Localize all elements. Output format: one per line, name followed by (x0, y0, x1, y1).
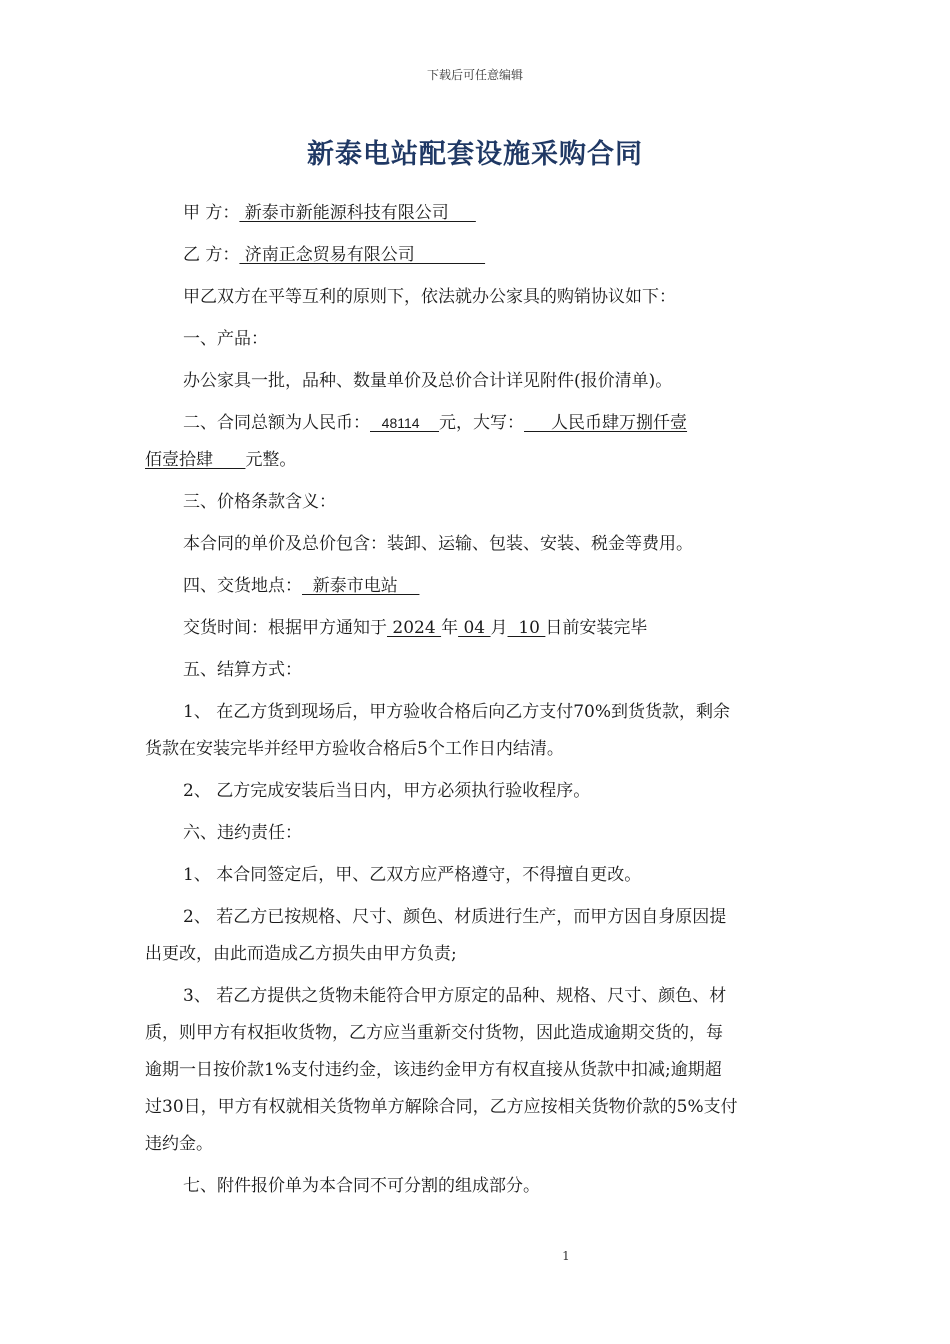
contract-amount: 48114 (370, 415, 440, 431)
party-b-value: 济南正念贸易有限公司 (239, 245, 486, 265)
party-a-line (145, 203, 843, 223)
section-6-item-3-line-2: 质，则甲方有权拒收货物，乙方应当重新交付货物，因此造成逾期交货的，每 (145, 1023, 723, 1043)
section-4-label: 四、交货地点： (183, 576, 302, 596)
section-2-mid: 元，大写： (439, 413, 525, 433)
party-b-label: 乙 方： (183, 245, 240, 265)
section-6-item-3-line-3: 逾期一日按价款1%支付违约金，该违约金甲方有权直接从货款中扣减;逾期超 (145, 1060, 722, 1080)
section-3-title: 三、价格条款含义： (183, 492, 336, 512)
delivery-month: 04 (458, 618, 491, 638)
delivery-year: 2024 (387, 618, 442, 638)
section-5-item-1-line-1: 1、 在乙方货到现场后，甲方验收合格后向乙方支付70%到货货款，剩余 (183, 702, 731, 722)
delivery-suffix: 日前安装完毕 (545, 618, 648, 638)
page-number: 1 (562, 1249, 570, 1263)
section-7: 七、附件报价单为本合同不可分割的组成部分。 (183, 1176, 540, 1196)
document-title: 新泰电站配套设施采购合同 (307, 139, 643, 170)
section-5-title: 五、结算方式： (183, 660, 302, 680)
section-5-item-1-line-2: 货款在安装完毕并经甲方验收合格后5个工作日内结清。 (145, 739, 564, 759)
delivery-month-label: 月 (490, 618, 508, 638)
section-6-item-3-line-4: 过30日，甲方有权就相关货物单方解除合同，乙方应按相关货物价款的5%支付 (145, 1097, 738, 1117)
section-2-suffix: 元整。 (245, 450, 297, 470)
amount-upper-1: 人民币肆万捌仟壹 (524, 413, 688, 433)
party-b-line (145, 245, 843, 265)
section-3-body: 本合同的单价及总价包含：装卸、运输、包装、安装、税金等费用。 (183, 534, 693, 554)
section-6-title: 六、违约责任： (183, 823, 302, 843)
delivery-prefix: 交货时间：根据甲方通知于 (183, 618, 387, 638)
section-6-item-2-line-1: 2、 若乙方已按规格、尺寸、颜色、材质进行生产，而甲方因自身原因提 (183, 907, 727, 927)
section-1-title: 一、产品： (183, 329, 268, 349)
section-6-item-3-line-5: 违约金。 (145, 1134, 213, 1154)
section-2-prefix: 二、合同总额为人民币： (183, 413, 370, 433)
delivery-time-line (145, 618, 843, 638)
section-6-item-2-line-2: 出更改，由此而造成乙方损失由甲方负责; (145, 944, 457, 964)
party-a-label: 甲 方： (183, 203, 240, 223)
section-6-item-3-line-1: 3、 若乙方提供之货物未能符合甲方原定的品种、规格、尺寸、颜色、材 (183, 986, 727, 1006)
section-6-item-1: 1、 本合同签定后，甲、乙双方应严格遵守，不得擅自更改。 (183, 865, 642, 885)
delivery-day: 10 (507, 618, 546, 638)
delivery-year-label: 年 (441, 618, 459, 638)
header-note: 下载后可任意编辑 (426, 68, 523, 82)
party-a-value: 新泰市新能源科技有限公司 (239, 203, 476, 223)
delivery-location: 新泰市电站 (302, 576, 420, 596)
section-1-body: 办公家具一批，品种、数量单价及总价合计详见附件(报价清单)。 (183, 371, 673, 391)
section-2-line-1 (145, 413, 843, 433)
section-2-line-2 (145, 450, 805, 470)
section-5-item-2: 2、 乙方完成安装后当日内，甲方必须执行验收程序。 (183, 781, 591, 801)
amount-upper-2: 佰壹拾肆 (145, 450, 246, 470)
section-4-line (145, 576, 843, 596)
intro-text: 甲乙双方在平等互利的原则下，依法就办公家具的购销协议如下： (183, 287, 676, 307)
